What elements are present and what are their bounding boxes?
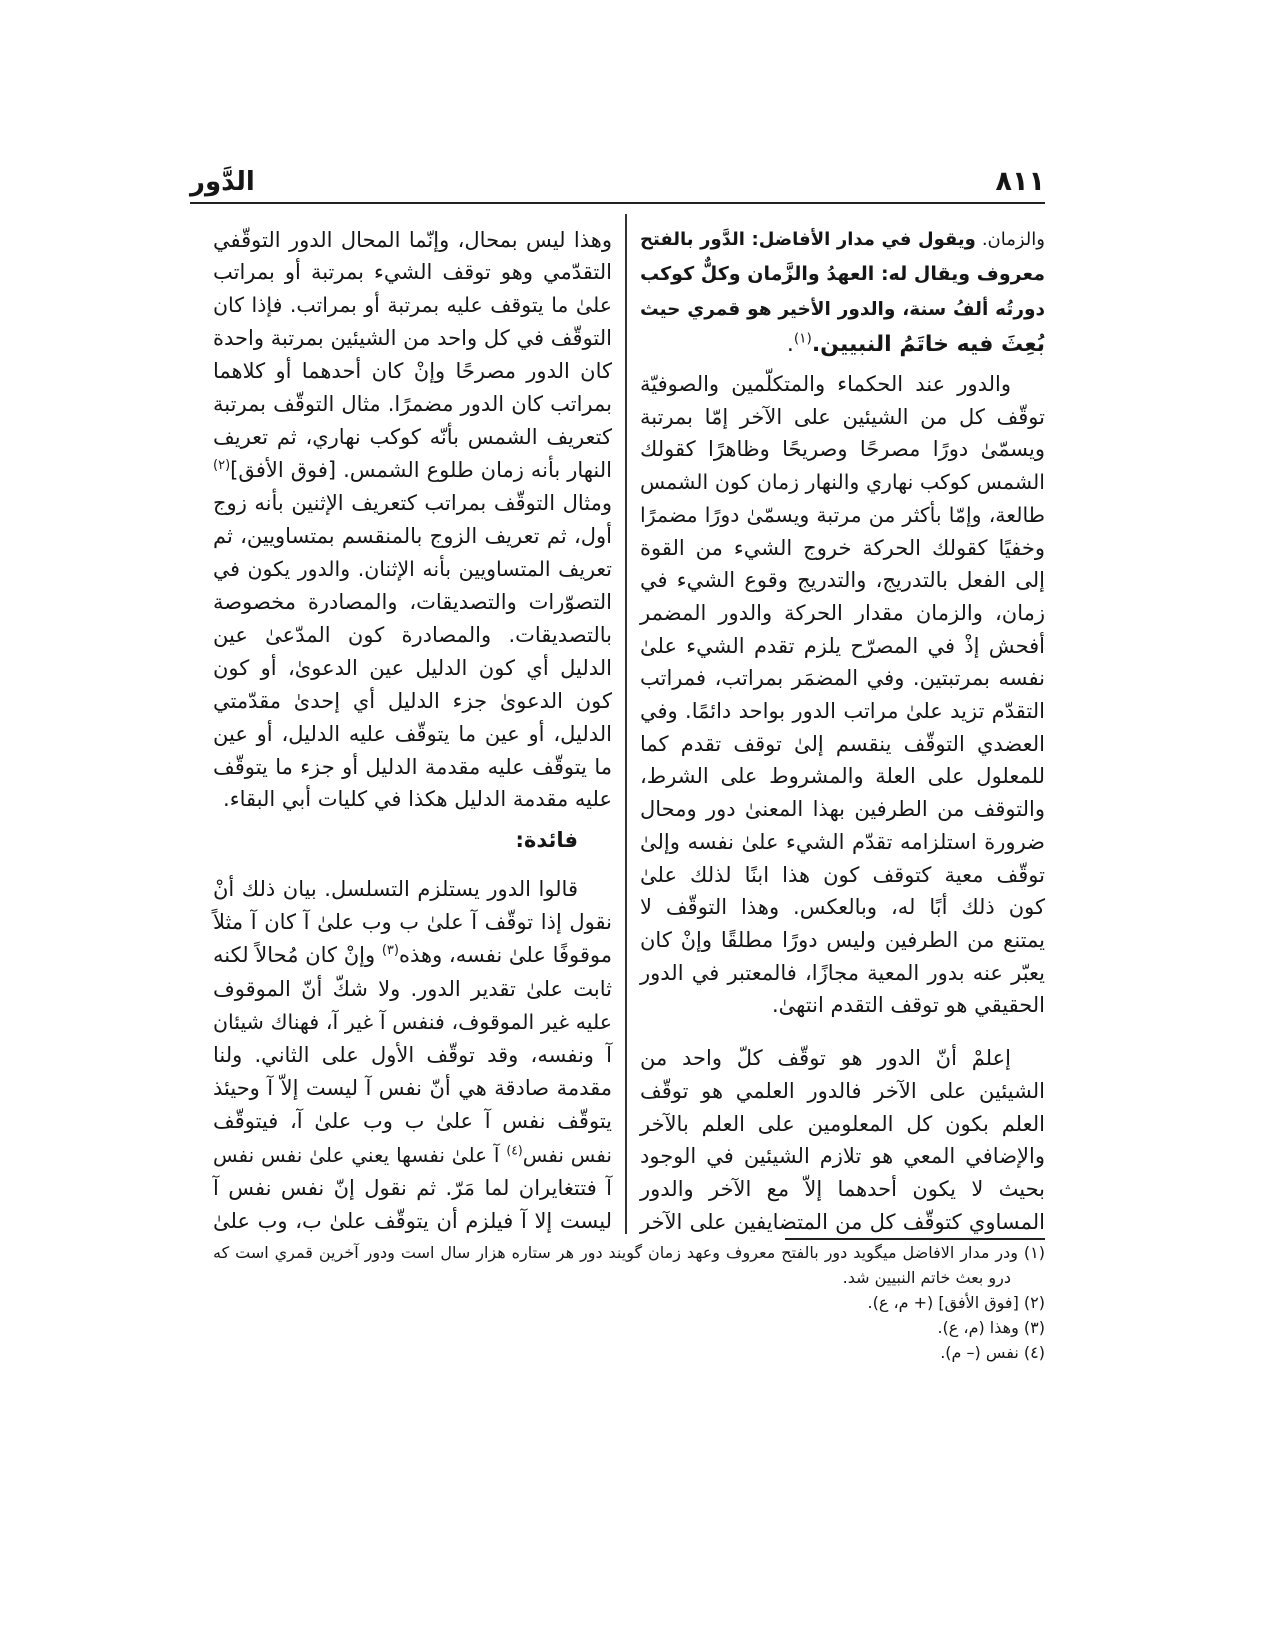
column-divider	[625, 214, 627, 1234]
text-line	[213, 454, 612, 487]
text-line: نقول إذا توقّف آ علىٰ ب وب علىٰ آ كان آ مثلاً	[213, 910, 612, 935]
text-line: إلى الفعل بالتدريج، والتدريج وقوع الشيء في	[640, 568, 1045, 593]
faida-paragraph	[213, 873, 612, 1238]
text-line: كون الدعوىٰ جزء الدليل أي إحدىٰ مقدّمتي	[213, 688, 612, 713]
footnote-3	[213, 1315, 1045, 1340]
text-line: كتعريف الشمس بأنّه كوكب نهاري، ثم تعريف	[213, 425, 612, 450]
text-line: وخفيًا كقولك الحركة خروج الشيء من القوة	[640, 535, 1045, 560]
text-line: الدليل أي كون الدليل عين الدعوىٰ، أو كون	[213, 655, 612, 680]
text-line: الحقيقي هو توقف التقدم انتهىٰ.	[771, 993, 1045, 1018]
footnote-line	[213, 1315, 1045, 1340]
text-line: أفحش إذْ في المصرّح يلزم تقدم الشيء علىٰ	[640, 633, 1045, 658]
text-line: الدليل، أو عين ما يتوقّف عليه الدليل، أو عين	[213, 721, 612, 746]
text-line	[640, 222, 1045, 257]
footnote-text: درو بعث خاتم النبيين شد.	[842, 1268, 1011, 1287]
text-line: عليه غير الموقوف، فنفس آ غير آ، فهناك شيئان	[213, 1009, 612, 1034]
text-line: المساوي كتوقّف كل من المتضايفين على الآخر	[640, 1209, 1045, 1234]
footnote-marker: (٢)	[1023, 1293, 1045, 1312]
text-line: كون ذلك أبًا له، وبالعكس. وهذا التوقّف لا	[640, 895, 1045, 920]
text-run: والزمان.	[975, 229, 1045, 250]
footnote-text: وهذا (م، ع).	[937, 1318, 1019, 1337]
text-line: علىٰ ما يتوقف عليه بمرتبة أو بمراتب. فإذا كان	[213, 293, 612, 318]
footnote-ref: (٣)	[381, 943, 399, 959]
text-line: توقّف كل من الشيئين على الآخر إمّا بمرتبة	[640, 404, 1045, 429]
text-line: التصوّرات والتصديقات، والمصادرة مخصوصة	[213, 589, 612, 614]
text-line: ومثال التوقّف بمراتب كتعريف الإثنين بأنه زوج	[213, 491, 612, 515]
left-column	[213, 0, 612, 1300]
footnote-line	[213, 1340, 1045, 1365]
text-line: الشيئين على الآخر فالدور العلمي هو توقّف	[640, 1078, 1045, 1103]
right-column	[640, 0, 1045, 1300]
text-line: ضرورة استلزامه تقدّم الشيء علىٰ نفسه وإلىٰ	[640, 829, 1045, 854]
footnote-marker: (٤)	[1023, 1343, 1045, 1362]
text-line	[213, 824, 612, 857]
text-line: قالوا الدور يستلزم التسلسل. بيان ذلك أنْ	[213, 877, 578, 901]
text-run: نفس نفس	[522, 1142, 612, 1167]
bold-text: فائدة:	[515, 828, 578, 852]
text-line: والدور عند الحكماء والمتكلّمين والصوفيّة	[640, 372, 1011, 396]
text-line: بحيث لا يكون أحدهما إلاّ مع الآخر والدور	[640, 1177, 1045, 1202]
footnote-ref: (١)	[793, 330, 812, 347]
text-line: ما يتوقّف عليه مقدمة الدليل أو جزء ما يتوقّف	[213, 754, 612, 779]
text-run: موقوفًا علىٰ نفسه، وهذه	[398, 943, 612, 968]
text-line: عليه مقدمة الدليل هكذا في كليات أبي البقاء.	[223, 787, 612, 812]
text-line: تعريف المتساويين بأنه الإثنان. والدور يكون في	[213, 556, 612, 581]
footnote-text: نفس (– م).	[940, 1343, 1019, 1362]
footnote-text: [فوق الأفق] (+ م، ع).	[867, 1293, 1019, 1312]
text-line	[213, 939, 612, 972]
text-line: ليست إلا آ فيلزم أن يتوقّف علىٰ ب، وب علىٰ	[213, 1209, 612, 1234]
bold-text: بُعِثَ فيه خاتَمُ النبيين.	[811, 332, 1045, 357]
text-line: بالتصديقات. والمصادرة كون المدّعىٰ عين	[213, 622, 612, 647]
text-line: ثابت علىٰ تقدير الدور. ولا شكّ أنّ الموقوف	[213, 976, 612, 1001]
text-line	[640, 257, 1045, 292]
text-line: يتوقّف نفس آ علىٰ ب وب علىٰ آ، فيتوقّف	[213, 1109, 612, 1134]
footnote-ref: (٢)	[213, 458, 231, 474]
text-line: بمراتب كان الدور مضمرًا. مثال التوقّف بمرتبة	[213, 392, 612, 417]
text-line: أول، ثم تعريف الزوج بالمنقسم بمتساويين، ثم	[213, 523, 612, 548]
text-run: النهار بأنه زمان طلوع الشمس. [فوق الأفق]	[230, 458, 612, 483]
continuation-paragraph	[213, 224, 612, 817]
text-line: آ ونفسه، وقد توقّف الأول على الثاني. ولنا	[213, 1043, 612, 1068]
section-heading-faida	[213, 824, 612, 857]
text-line: آ فتتغايران لما مَرّ. ثم نقول إنّ نفس نفس آ	[213, 1175, 612, 1200]
text-run: آ علىٰ نفسها يعني علىٰ نفس نفس	[213, 1142, 507, 1167]
bold-text: ويقول في مدار الأفاضل: الدَّور بالفتح	[640, 229, 976, 250]
explanation-paragraph	[640, 1042, 1045, 1239]
footnote-marker: (١)	[1023, 1243, 1045, 1262]
text-run: .	[786, 332, 794, 357]
footnote-ref: (٤)	[506, 1141, 523, 1157]
footnotes	[213, 1240, 1045, 1365]
text-line: والتوقف من الطرفين بهذا المعنىٰ دور ومحال	[640, 797, 1045, 822]
text-line: والإضافي المعي هو تلازم الشيئين في الوجود	[640, 1144, 1045, 1169]
text-line: التوقّف في كل واحد من الشيئين بمرتبة واحدة	[213, 326, 612, 351]
text-line: الشمس كوكب نهاري والنهار زمان كون الشمس	[640, 470, 1045, 495]
text-run: وإنْ كان مُحالاً لكنه	[213, 943, 382, 968]
text-line: العضدي التوقّف ينقسم إلىٰ توقف تقدم كما	[640, 731, 1045, 756]
text-line: ويسمّىٰ دورًا مصرحًا وصريحًا وظاهرًا كقولك	[640, 437, 1045, 462]
text-line: التقدّم تزيد علىٰ مراتب الدور بواحد دائمًا. وفي	[640, 699, 1045, 724]
text-line: إعلمْ أنّ الدور هو توقّف كلّ واحد من	[640, 1046, 1011, 1070]
text-line: يمتنع من الطرفين وليس دورًا مطلقًا وإنْ كان	[640, 927, 1045, 952]
text-line: وهذا ليس بمحال، وإنّما المحال الدور التوقّفي	[213, 227, 612, 252]
text-line	[640, 327, 1045, 362]
lead-quote-paragraph	[640, 222, 1045, 362]
text-line: نفسه بمرتبتين. وفي المضمَر بمراتب، فمراتب	[640, 666, 1045, 691]
definition-paragraph	[640, 368, 1045, 1022]
text-line	[640, 292, 1045, 327]
text-line: توقّف معية كتوقف كون هذا ابنًا لذلك علىٰ	[640, 862, 1045, 887]
text-line: كان الدور مصرحًا وإنْ كان أحدهما أو كلاهما	[213, 359, 612, 384]
bold-text: دورتُه ألفُ سنة، والدور الأخير هو قمري حيث	[640, 299, 1045, 320]
footnote-line	[213, 1240, 1045, 1265]
footnote-line	[213, 1290, 1045, 1315]
footnote-4	[213, 1340, 1045, 1365]
footnote-text: ودر مدار الافاضل ميگويد دور بالفتح معروف وعهد زمان گويند دور هر ستاره هزار سال است ودور آخرين قمري است كه	[213, 1243, 1018, 1262]
bold-text: معروف ويقال له: العهدُ والزَّمان وكلٌّ كوكب	[640, 263, 1045, 285]
text-line: العلم بكون كل المعلومين على العلم بالآخر	[640, 1111, 1045, 1136]
text-line: زمان، والزمان مقدار الحركة والدور المضمر	[640, 600, 1045, 625]
footnote-line	[213, 1265, 1045, 1290]
footnote-1	[213, 1240, 1045, 1290]
text-line: طالعة، وإمّا بأكثر من مرتبة ويسمّىٰ دورًا مضمرًا	[640, 502, 1045, 527]
text-line	[213, 1139, 612, 1172]
running-title: الدَّور	[190, 167, 255, 197]
page-number: ٨١١	[995, 166, 1045, 197]
text-line: يعبّر عنه بدور المعية مجازًا، فالمعتبر في الدور	[640, 960, 1045, 985]
text-line: للمعلول على العلة والمشروط على الشرط،	[640, 764, 1045, 789]
footnote-marker: (٣)	[1023, 1318, 1045, 1337]
footnote-2	[213, 1290, 1045, 1315]
text-line: مقدمة صادقة هي أنّ نفس آ ليست إلاّ آ وحيئذ	[213, 1076, 612, 1101]
text-line: التقدّمي وهو توقف الشيء بمرتبة أو بمراتب	[213, 260, 612, 285]
